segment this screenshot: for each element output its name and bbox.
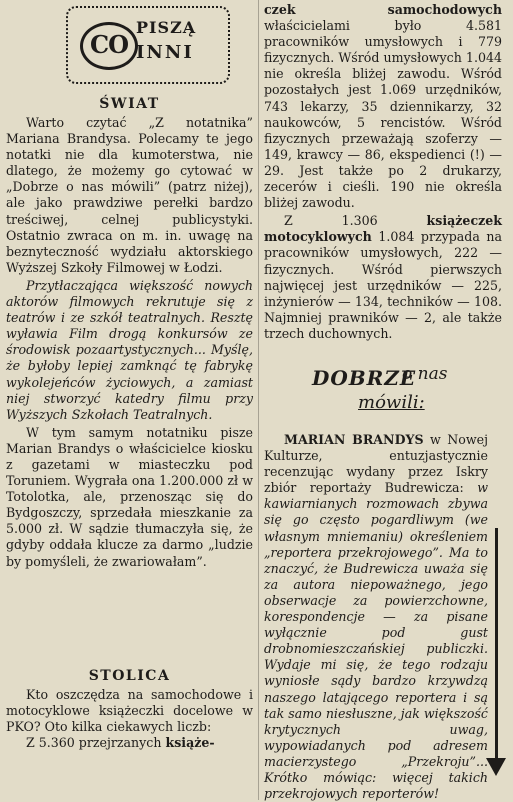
column-divider bbox=[258, 0, 259, 800]
stats-paragraph-2 bbox=[264, 213, 502, 342]
brandys-review-section bbox=[264, 432, 488, 802]
stolica-paragraph-2 bbox=[6, 735, 253, 751]
stats-paragraph-2-lead: Z 1.306 bbox=[284, 213, 427, 229]
swiat-heading: ŚWIAT bbox=[99, 96, 160, 112]
co-pisza-inni-logo bbox=[66, 6, 228, 82]
stats-paragraph-2-text: 1.084 przypada na pracowników umysłowych, 222 — fizycznych. Wśród pierwszych najwięcej jest urzędników — 225, inżynierów — 134, techników — 108. Najmniej prawników — 2, ale także trzech duchownych. bbox=[264, 229, 502, 341]
brandys-lead-text: w Nowej Kulturze, entuzjastycznie recenzując wydany przez Iskry zbiór reportaży Budrewicza: bbox=[264, 432, 488, 496]
dobrze-o-nas-mowili-logo bbox=[312, 366, 472, 418]
stolica-heading: STOLICA bbox=[88, 668, 171, 684]
swiat-paragraph-1: Warto czytać „Z notatnika” Mariana Brandysa. Polecamy te jego notatki nie dla kumoterstwa, nie dlatego, że możemy go cytować w „Dobrze o nas mówili” (patrz niżej), ale jako prawdziwe perełki bardzo treściwej, celnej publicystyki. Ostatnio zwraca on m. in. uwagę na beznyteczność wydziału aktorskiego Wyższej Szkoły Filmowej w Łodzi. bbox=[6, 115, 253, 275]
right-column bbox=[264, 0, 502, 800]
stats-paragraph-2-bold: książeczek motocyklowych bbox=[264, 213, 502, 245]
swiat-quote-paragraph: Przytłaczająca większość nowych aktorów filmowych rekrutuje się z teatrów i ze szkół teatralnych. Resztę wyławia Film drogą konkursów ze środowisk pozaartystycznych... Myślę, że byłoby lepiej zamknąć tę fabrykę wykolejeńców życiowych, a zamiast niej stworzyć katedry filmu przy Wyższych Szkołach Teatralnych. bbox=[6, 277, 253, 422]
stolica-paragraph-2-bold: książe- bbox=[165, 735, 215, 751]
continuation-arrow-icon bbox=[486, 758, 506, 776]
continuation-arrow-line bbox=[495, 528, 498, 760]
logo-pisza: PISZĄ bbox=[136, 18, 197, 37]
logo-inni: INNI bbox=[136, 42, 194, 63]
logo-co: CO bbox=[90, 30, 129, 59]
stolica-section bbox=[6, 668, 253, 751]
stolica-paragraph-2-text: Z 5.360 przejrzanych bbox=[26, 735, 162, 751]
mowili-word: mówili: bbox=[358, 392, 425, 413]
brandys-review-paragraph bbox=[264, 432, 488, 802]
o-nas-word: o nas bbox=[402, 364, 448, 384]
pko-stats-continued bbox=[264, 2, 502, 342]
swiat-paragraph-3: W tym samym notatniku pisze Marian Brandys o właścicielce kiosku z gazetami w miasteczku pod Toruniem. Wygrała ona 1.200.000 zł w Totolotka, ale, przenosząc się do Bydgoszczy, sprzedała mieszkanie za 5.000 zł. W sądzie tłumaczyła się, że gdyby oddała klucze za darmo „ludzie by pomyśleli, że zwariowałam”. bbox=[6, 424, 253, 569]
stats-paragraph-1-text: właścicielami było 4.581 pracowników umysłowych i 779 fizycznych. Wśród umysłowych 1.044 nie określa bliżej zawodu. Wśród pozostałych jest 1.069 urzędników, 743 lekarzy, 35 dziennikarzy, 32 naukowców, 5 rencistów. Wśród fizycznych przeważają szoferzy — 149, krawcy — 86, ekspedienci (!) — 29. Jest także po 2 drukarzy, zecerów i cieśli. 190 nie określa bliżej zawodu. bbox=[264, 18, 502, 211]
brandys-name: MARIAN BRANDYS bbox=[284, 432, 424, 447]
left-column bbox=[6, 0, 253, 800]
stats-paragraph-1-bold: czek samochodowych bbox=[264, 2, 502, 17]
dobrze-word: DOBRZE bbox=[312, 366, 417, 390]
stolica-paragraph-1: Kto oszczędza na samochodowe i motocyklowe książeczki docelowe w PKO? Oto kilka ciekawych liczb: bbox=[6, 687, 253, 735]
swiat-section bbox=[6, 96, 253, 570]
stats-paragraph-1 bbox=[264, 2, 502, 211]
brandys-quote: w kawiarnianych rozmowach zbywa się go często pogardliwym (we własnym mniemaniu) określeniem „reportera przekrojowego”. Ma to znaczyć, że Budrewicza uważa się za autora niepoważnego, jego obserwacje za powierzchowne, korespondencje — za pisane wyłącznie pod gust drobnomieszczańskiej publiczki. Wydaje mi się, że tego rodzaju wyniosłe sądy bardzo krzywdzą naszego latającego reportera i są tak samo niesłuszne, jak większość krytycznych uwag, wypowiadanych pod adresem macierzystego „Przekroju”... Krótko mówiąc: więcej takich przekrojowych reporterów! bbox=[264, 480, 488, 802]
